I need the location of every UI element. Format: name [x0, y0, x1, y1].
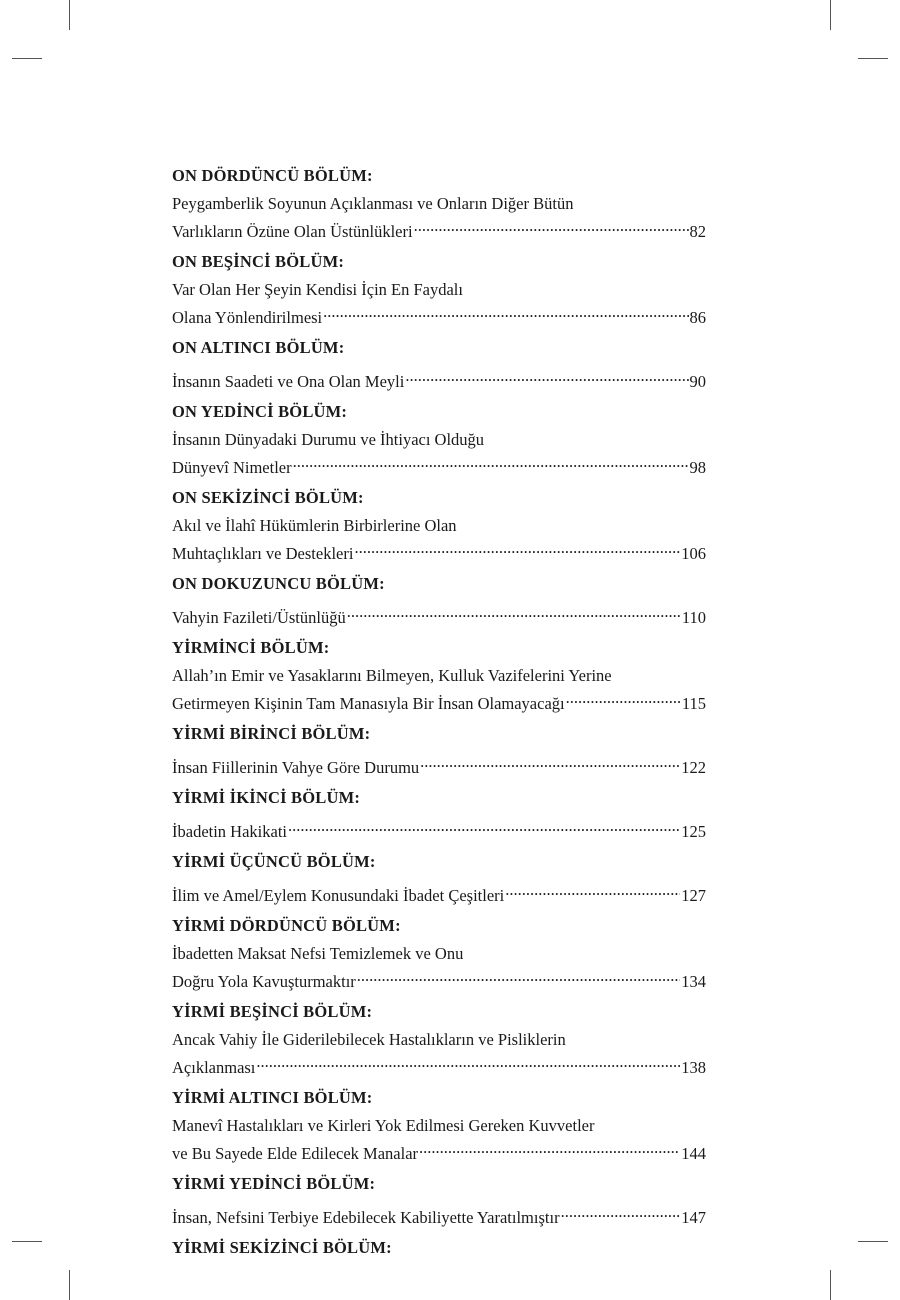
chapter-heading: YİRMİ BİRİNCİ BÖLÜM:: [172, 724, 371, 743]
toc-entry-row[interactable]: [172, 879, 706, 907]
chapter-title-line: İbadetten Maksat Nefsi Temizlemek ve Onu: [172, 944, 464, 963]
toc-entry-row[interactable]: [172, 451, 706, 479]
toc-chapter: [172, 401, 706, 479]
page-number: 98: [689, 458, 706, 477]
toc-chapter: [172, 1087, 706, 1165]
toc-chapter: [172, 851, 706, 907]
chapter-title-line: Manevî Hastalıkları ve Kirleri Yok Edilmesi Gereken Kuvvetler: [172, 1116, 595, 1135]
dot-leader: [420, 751, 680, 773]
dot-leader: [505, 879, 680, 901]
chapter-heading: YİRMİ DÖRDÜNCÜ BÖLÜM:: [172, 916, 401, 935]
chapter-title-line: İnsanın Dünyadaki Durumu ve İhtiyacı Olduğu: [172, 430, 485, 449]
page-number: 127: [681, 886, 706, 905]
crop-mark-left-lower: [12, 1241, 42, 1242]
chapter-heading: ON ALTINCI BÖLÜM:: [172, 338, 345, 357]
page-number: 110: [681, 608, 706, 627]
page-number: 106: [681, 544, 706, 563]
chapter-title-line: Olana Yönlendirilmesi: [172, 308, 323, 327]
chapter-heading: YİRMİ SEKİZİNCİ BÖLÜM:: [172, 1238, 392, 1257]
dot-leader: [293, 451, 689, 473]
dot-leader: [323, 301, 688, 323]
page-number: 147: [681, 1208, 706, 1227]
chapter-title-line: Doğru Yola Kavuşturmaktır: [172, 972, 356, 991]
toc-chapter: [172, 637, 706, 715]
dot-leader: [419, 1137, 680, 1159]
page-number: 134: [681, 972, 706, 991]
crop-mark-top-right: [830, 0, 831, 30]
toc-chapter: [172, 251, 706, 329]
toc-entry-row[interactable]: [172, 1051, 706, 1079]
chapter-title-line: ve Bu Sayede Elde Edilecek Manalar: [172, 1144, 419, 1163]
crop-mark-right-lower: [858, 1241, 888, 1242]
page-number: 86: [689, 308, 706, 327]
page-number: 90: [689, 372, 706, 391]
toc-entry-row[interactable]: [172, 215, 706, 243]
toc-entry-row[interactable]: [172, 301, 706, 329]
toc-chapter: [172, 487, 706, 565]
toc-entry-row[interactable]: [172, 1201, 706, 1229]
chapter-heading: YİRMİ ÜÇÜNCÜ BÖLÜM:: [172, 852, 376, 871]
dot-leader: [354, 537, 680, 559]
chapter-title-line: Vahyin Fazileti/Üstünlüğü: [172, 608, 346, 627]
dot-leader: [405, 365, 688, 387]
page-number: 125: [681, 822, 706, 841]
page-number: 122: [681, 758, 706, 777]
toc-chapter: [172, 1237, 706, 1259]
crop-mark-bottom-left: [69, 1270, 70, 1300]
chapter-title-line: Açıklanması: [172, 1058, 256, 1077]
chapter-title-line: Akıl ve İlahî Hükümlerin Birbirlerine Olan: [172, 516, 457, 535]
chapter-heading: ON BEŞİNCİ BÖLÜM:: [172, 252, 345, 271]
toc-chapter: [172, 723, 706, 779]
chapter-heading: YİRMİ BEŞİNCİ BÖLÜM:: [172, 1002, 373, 1021]
chapter-title-line: Dünyevî Nimetler: [172, 458, 292, 477]
dot-leader: [357, 965, 680, 987]
toc-entry-row[interactable]: [172, 365, 706, 393]
toc-chapter: [172, 787, 706, 843]
toc-entry-row[interactable]: [172, 965, 706, 993]
toc-chapter: [172, 165, 706, 243]
crop-mark-top-left: [69, 0, 70, 30]
chapter-title-line: İnsan, Nefsini Terbiye Edebilecek Kabiliyette Yaratılmıştır: [172, 1208, 560, 1227]
chapter-heading: YİRMİ ALTINCI BÖLÜM:: [172, 1088, 373, 1107]
chapter-title-line: Var Olan Her Şeyin Kendisi İçin En Faydalı: [172, 280, 463, 299]
toc-entry-row[interactable]: [172, 1137, 706, 1165]
toc-entry-row[interactable]: [172, 815, 706, 843]
dot-leader: [256, 1051, 680, 1073]
chapter-title-line: İnsanın Saadeti ve Ona Olan Meyli: [172, 372, 405, 391]
chapter-title-line: İlim ve Amel/Eylem Konusundaki İbadet Çeşitleri: [172, 886, 505, 905]
page-number: 144: [681, 1144, 706, 1163]
toc-chapter: [172, 1173, 706, 1229]
page-number: 115: [681, 694, 706, 713]
chapter-title-line: Getirmeyen Kişinin Tam Manasıyla Bir İnsan Olamayacağı: [172, 694, 565, 713]
chapter-heading: YİRMİNCİ BÖLÜM:: [172, 638, 330, 657]
crop-mark-bottom-right: [830, 1270, 831, 1300]
chapter-heading: ON DOKUZUNCU BÖLÜM:: [172, 574, 385, 593]
chapter-title-line: Ancak Vahiy İle Giderilebilecek Hastalıkların ve Pisliklerin: [172, 1030, 566, 1049]
chapter-heading: ON SEKİZİNCİ BÖLÜM:: [172, 488, 364, 507]
toc-entry-row[interactable]: [172, 751, 706, 779]
table-of-contents: [172, 165, 706, 1265]
dot-leader: [347, 601, 681, 623]
dot-leader: [288, 815, 680, 837]
chapter-heading: ON DÖRDÜNCÜ BÖLÜM:: [172, 166, 373, 185]
chapter-heading: ON YEDİNCİ BÖLÜM:: [172, 402, 348, 421]
toc-entry-row[interactable]: [172, 601, 706, 629]
toc-entry-row[interactable]: [172, 687, 706, 715]
chapter-heading: YİRMİ YEDİNCİ BÖLÜM:: [172, 1174, 376, 1193]
page-number: 138: [681, 1058, 706, 1077]
chapter-title-line: Varlıkların Özüne Olan Üstünlükleri: [172, 222, 413, 241]
chapter-title-line: Allah’ın Emir ve Yasaklarını Bilmeyen, Kulluk Vazifelerini Yerine: [172, 666, 612, 685]
toc-chapter: [172, 573, 706, 629]
crop-mark-left-upper: [12, 58, 42, 59]
toc-entry-row[interactable]: [172, 537, 706, 565]
chapter-title-line: İnsan Fiillerinin Vahye Göre Durumu: [172, 758, 420, 777]
dot-leader: [566, 687, 681, 709]
toc-chapter: [172, 915, 706, 993]
chapter-title-line: Muhtaçlıkları ve Destekleri: [172, 544, 354, 563]
chapter-title-line: İbadetin Hakikati: [172, 822, 288, 841]
crop-mark-right-upper: [858, 58, 888, 59]
chapter-title-line: Peygamberlik Soyunun Açıklanması ve Onların Diğer Bütün: [172, 194, 574, 213]
dot-leader: [561, 1201, 681, 1223]
toc-chapter: [172, 337, 706, 393]
dot-leader: [414, 215, 689, 237]
toc-chapter: [172, 1001, 706, 1079]
chapter-heading: YİRMİ İKİNCİ BÖLÜM:: [172, 788, 361, 807]
page-number: 82: [689, 222, 706, 241]
